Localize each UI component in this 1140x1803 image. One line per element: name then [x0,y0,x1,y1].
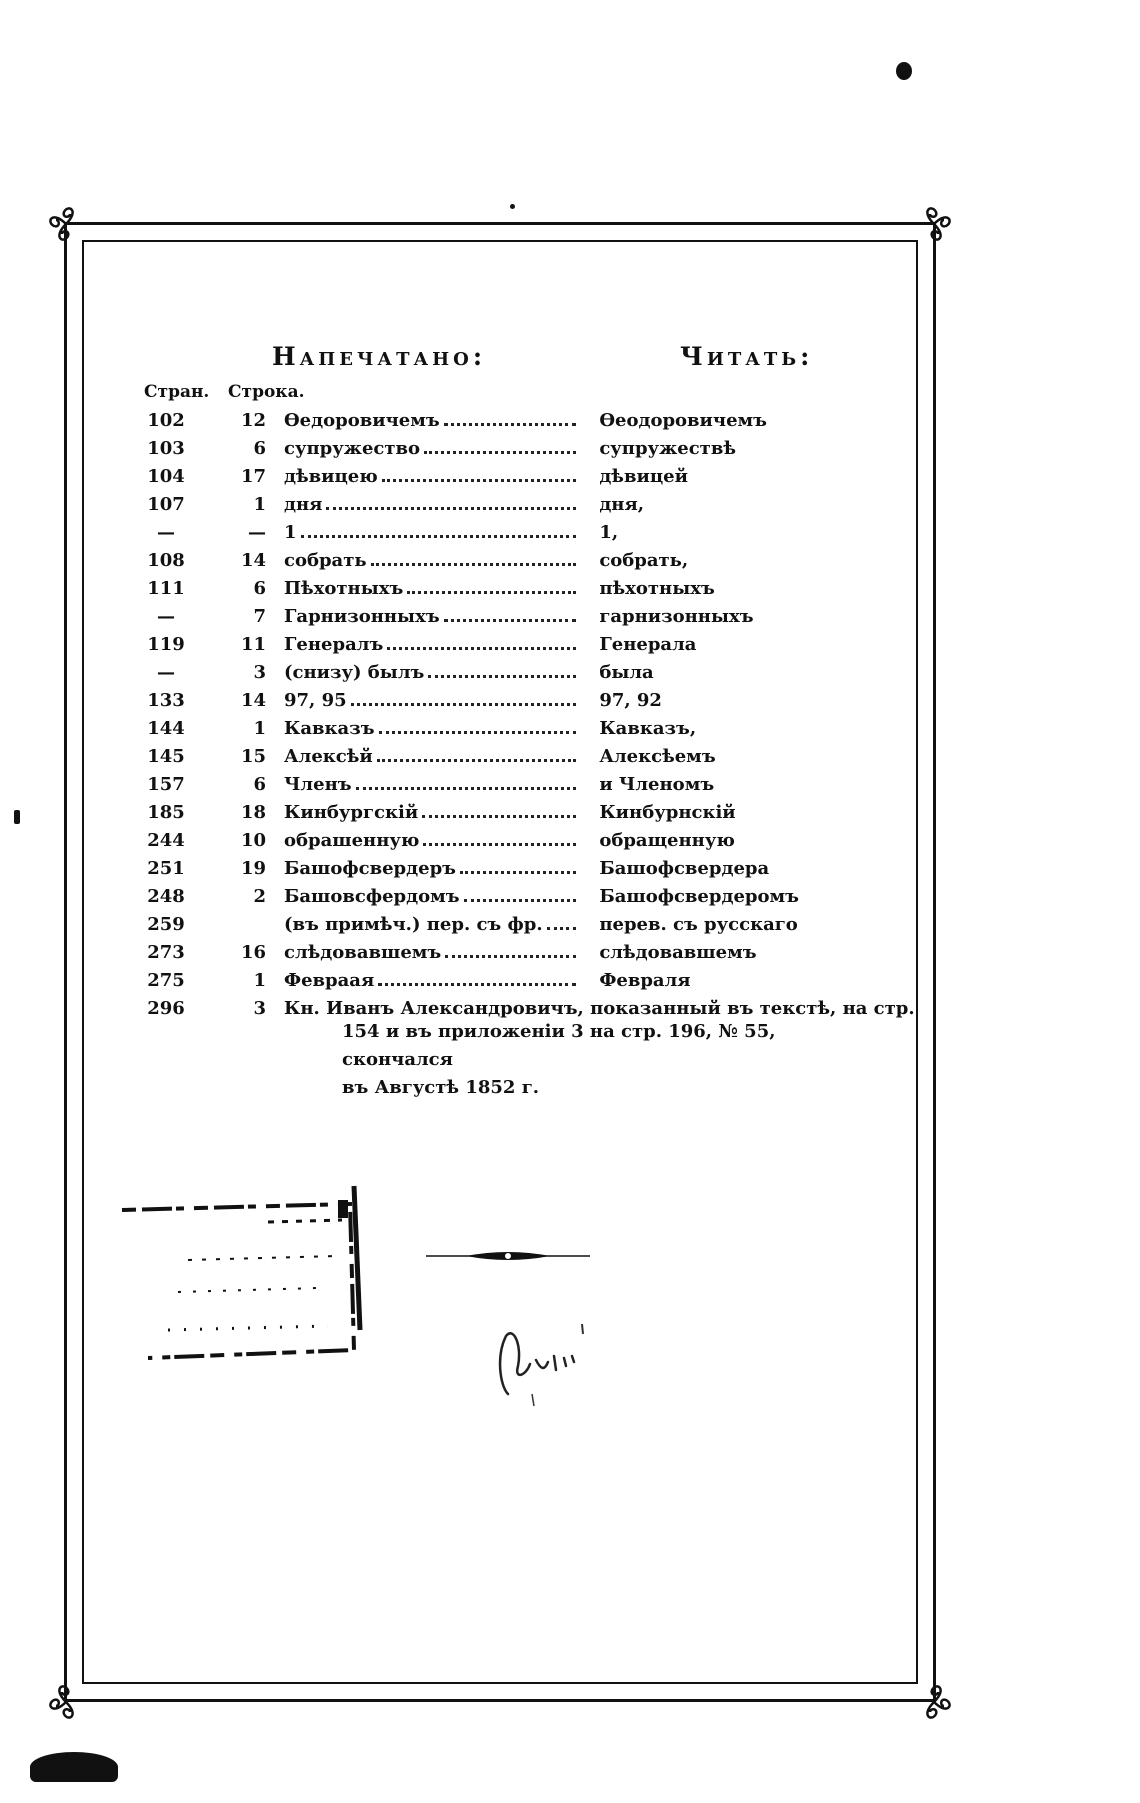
table-row [136,714,915,742]
cell-page: 102 [147,409,185,431]
cell-line: 18 [240,801,266,823]
cell-read: дѣвицей [599,465,688,487]
cell-printed [284,490,599,518]
printed-text: Өедоровичемъ [284,409,440,431]
cell-line: 17 [240,465,266,487]
library-stamp [118,1180,418,1364]
cell-read: слѣдовавшемъ [599,941,757,963]
table-row [136,798,915,826]
cell-printed [284,406,599,434]
cell-line: 10 [240,829,266,851]
printed-text: (въ примѣч.) пер. съ фр. [284,913,543,935]
cell-read: Башофсвердеромъ [599,885,799,907]
cell-read: Өеодоровичемъ [599,409,767,431]
errata-table [136,406,915,1022]
dot-leader [422,815,576,818]
cell-page: 107 [147,493,185,515]
column-header-line: Строка. [228,382,305,402]
cell-printed [284,714,599,742]
cell-line: 19 [240,857,266,879]
cell-line [196,910,284,938]
cell-page: 104 [147,465,185,487]
cell-page: 248 [147,885,185,907]
cell-printed [284,658,599,686]
cell-printed [284,602,599,630]
printed-text: Кавказъ [284,717,375,739]
cell-page: 296 [147,997,185,1019]
cell-printed [284,630,599,658]
dot-leader [377,759,576,762]
table-row [136,938,915,966]
cell-read: Башофсвердера [599,857,770,879]
cell-page: 119 [147,633,185,655]
cell-printed [284,966,599,994]
dot-leader [464,899,576,902]
cell-page: 251 [147,857,185,879]
cell-page: 273 [147,941,185,963]
cell-printed [284,574,599,602]
cell-read: Кавказъ, [599,717,697,739]
cell-line: 2 [253,885,266,907]
table-row [136,546,915,574]
cell-read: собрать, [599,549,689,571]
cell-line: 14 [240,689,266,711]
printed-text: слѣдовавшемъ [284,941,442,963]
note-line-2: 154 и въ приложеніи 3 на стр. 196, № 55, скончался [342,1021,776,1070]
corner-ornament-top-left [42,200,90,248]
cell-printed [284,854,599,882]
printed-text: Кинбургскій [284,801,419,823]
cell-read: 1, [599,521,619,543]
dot-leader [460,871,576,874]
printed-text: Башовсфердомъ [284,885,460,907]
corner-ornament-top-right [910,200,958,248]
cell-printed [284,742,599,770]
printed-text: Гарнизонныхъ [284,605,440,627]
dot-leader [378,983,576,986]
cell-read: Алексѣемъ [599,745,716,767]
dot-leader [424,451,576,454]
cell-line: 1 [253,717,266,739]
cell-printed [284,546,599,574]
table-row [136,490,915,518]
cell-read: дня, [599,493,645,515]
cell-note-line-1: Кн. Иванъ Александровичъ, показанный въ текстѣ, на стр. [284,997,915,1019]
dot-leader [407,591,576,594]
dot-leader [382,479,576,482]
column-header-page: Стран. [144,382,210,402]
cell-page: 157 [147,773,185,795]
dot-leader [547,927,576,930]
cell-printed [284,434,599,462]
note-line-3: въ Августѣ 1852 г. [342,1077,539,1098]
cell-printed [284,882,599,910]
cell-printed [284,770,599,798]
table-row [136,882,915,910]
cell-line: 11 [240,633,266,655]
cell-read: 97, 92 [599,689,662,711]
cell-read: супружествѣ [599,437,736,459]
ornamental-divider [426,1246,590,1266]
cell-line: 3 [253,661,266,683]
table-row [136,518,915,546]
printed-text: обрашенную [284,829,420,851]
cell-printed [284,938,599,966]
table-row [136,854,915,882]
cell-line: 14 [240,549,266,571]
cell-page: 259 [147,913,185,935]
cell-read: гарнизонныхъ [599,605,754,627]
printed-text: Февраая [284,969,375,991]
cell-page: — [157,605,175,627]
dot-leader [444,619,576,622]
cell-line: 6 [253,773,266,795]
cell-read: Февраля [599,969,691,991]
table-row [136,462,915,490]
table-row [136,686,915,714]
table-row [136,574,915,602]
table-row [136,406,915,434]
table-row [136,826,915,854]
table-row [136,770,915,798]
cell-printed [284,518,599,546]
note-continuation [342,1018,882,1102]
cell-page: 103 [147,437,185,459]
printed-text: дня [284,493,323,515]
table-row [136,658,915,686]
cell-read: и Членомъ [599,773,715,795]
corner-ornament-bottom-left [42,1678,90,1726]
cell-read: пѣхотныхъ [599,577,715,599]
cell-page: 133 [147,689,185,711]
cell-printed [284,826,599,854]
dot-leader [301,535,576,538]
cell-page: 185 [147,801,185,823]
printed-text: дѣвицею [284,465,378,487]
cell-line: 12 [240,409,266,431]
cell-line: 7 [253,605,266,627]
printed-text: 1 [284,521,297,543]
dot-leader [428,675,576,678]
cell-line: 15 [240,745,266,767]
table-row [136,910,915,938]
cell-printed [284,910,599,938]
cell-printed [284,686,599,714]
printed-text: Генералъ [284,633,384,655]
dot-leader [351,703,576,706]
cell-line: — [248,521,266,543]
printed-text: Алексѣй [284,745,373,767]
dot-leader [445,955,576,958]
dot-leader [356,787,576,790]
cell-read: перев. съ русскаго [599,913,798,935]
cell-line: 6 [253,577,266,599]
printed-text: Членъ [284,773,352,795]
printed-text: собрать [284,549,367,571]
table-row [136,630,915,658]
dot-leader [444,423,576,426]
cell-read: Генерала [599,633,697,655]
cell-line: 16 [240,941,266,963]
scan-blot [30,1752,118,1782]
cell-page: 111 [147,577,185,599]
handwritten-signature [492,1316,602,1416]
printed-text: супружество [284,437,421,459]
cell-read: была [599,661,654,683]
dot-leader [423,843,576,846]
printed-text: Пѣхотныхъ [284,577,404,599]
scan-speck [510,204,515,209]
cell-read: обращенную [599,829,735,851]
dot-leader [326,507,576,510]
cell-line: 3 [253,997,266,1019]
cell-line: 1 [253,493,266,515]
cell-page: 108 [147,549,185,571]
table-row [136,742,915,770]
dot-leader [379,731,576,734]
heading-printed: Напечатано: [272,342,487,371]
cell-page: — [157,521,175,543]
scan-speck [14,810,20,824]
table-row [136,966,915,994]
cell-page: — [157,661,175,683]
cell-page: 275 [147,969,185,991]
corner-ornament-bottom-right [910,1678,958,1726]
printed-text: (снизу) былъ [284,661,425,683]
cell-printed [284,798,599,826]
cell-read: Кинбурнскій [599,801,736,823]
table-row [136,602,915,630]
heading-read: Читать: [680,342,814,371]
cell-page: 244 [147,829,185,851]
printed-text: 97, 95 [284,689,347,711]
cell-printed [284,462,599,490]
cell-page: 144 [147,717,185,739]
table-row [136,434,915,462]
scan-speck [896,62,912,80]
dot-leader [387,647,576,650]
cell-page: 145 [147,745,185,767]
cell-line: 6 [253,437,266,459]
printed-text: Башофсвердеръ [284,857,456,879]
cell-line: 1 [253,969,266,991]
dot-leader [371,563,576,566]
